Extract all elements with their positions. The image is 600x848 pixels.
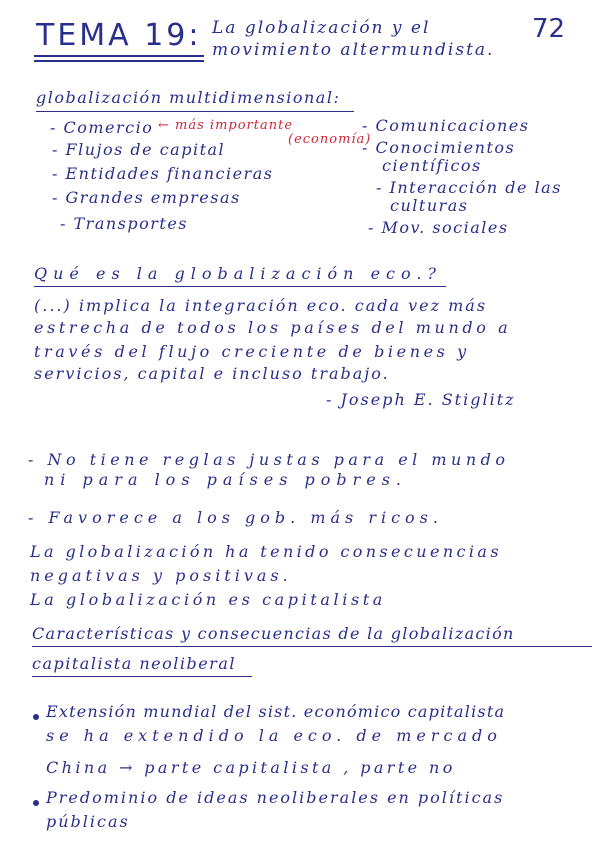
quote-line: estrecha de todos los países del mundo a [34, 318, 512, 337]
note-line: - Favorece a los gob. más ricos. [28, 508, 443, 527]
list-item: - Conocimientos [362, 138, 516, 157]
note-line: - No tiene reglas justas para el mundo [28, 450, 510, 469]
bullet-line: China → parte capitalista , parte no [46, 758, 456, 777]
annotation-note: ← más importante [158, 118, 294, 133]
note-line: La globalización ha tenido consecuencias [30, 542, 502, 561]
section-heading-caracteristicas-line2: capitalista neoliberal [32, 654, 236, 673]
list-item-continuation: científicos [382, 156, 482, 175]
bullet-icon [33, 714, 39, 720]
heading-underline [32, 676, 252, 677]
list-item: - Mov. sociales [368, 218, 509, 237]
list-item: - Comercio [50, 118, 154, 137]
quote-author: - Joseph E. Stiglitz [326, 390, 516, 409]
list-item: - Flujos de capital [52, 140, 226, 159]
tema-title: TEMA 19: [36, 18, 202, 53]
bullet-line: Extensión mundial del sist. económico capitalista [46, 702, 506, 721]
list-item: - Transportes [60, 214, 188, 233]
list-item: - Grandes empresas [52, 188, 241, 207]
heading-underline [36, 111, 354, 112]
list-item: - Entidades financieras [52, 164, 274, 183]
page-number: 72 [532, 14, 566, 44]
quote-line: servicios, capital e incluso trabajo. [34, 364, 390, 383]
list-item-continuation: culturas [390, 196, 469, 215]
bullet-line: públicas [46, 812, 130, 831]
note-line: La globalización es capitalista [30, 590, 386, 609]
title-underline-double [34, 60, 204, 62]
section-heading-caracteristicas: Características y consecuencias de la globalización [32, 624, 515, 643]
section-heading-que-es: Qué es la globalización eco.? [34, 264, 443, 283]
bullet-line: se ha extendido la eco. de mercado [46, 726, 502, 745]
title-line-2: movimiento altermundista. [212, 40, 495, 60]
bullet-line: Predominio de ideas neoliberales en políticas [46, 788, 505, 807]
quote-line: través del flujo creciente de bienes y [34, 342, 470, 361]
list-item: - Interacción de las [376, 178, 562, 197]
annotation-subnote: (economía) [288, 132, 372, 147]
title-line-1: La globalización y el [212, 18, 431, 38]
list-item: - Comunicaciones [362, 116, 530, 135]
heading-underline [32, 646, 592, 647]
note-line: ni para los países pobres. [44, 470, 408, 489]
note-line: negativas y positivas. [30, 566, 292, 585]
section-heading-multidimensional: globalización multidimensional: [36, 88, 341, 107]
quote-line: (...) implica la integración eco. cada vez más [34, 296, 488, 315]
bullet-icon [33, 800, 39, 806]
title-underline [34, 55, 204, 57]
heading-underline [34, 286, 446, 287]
